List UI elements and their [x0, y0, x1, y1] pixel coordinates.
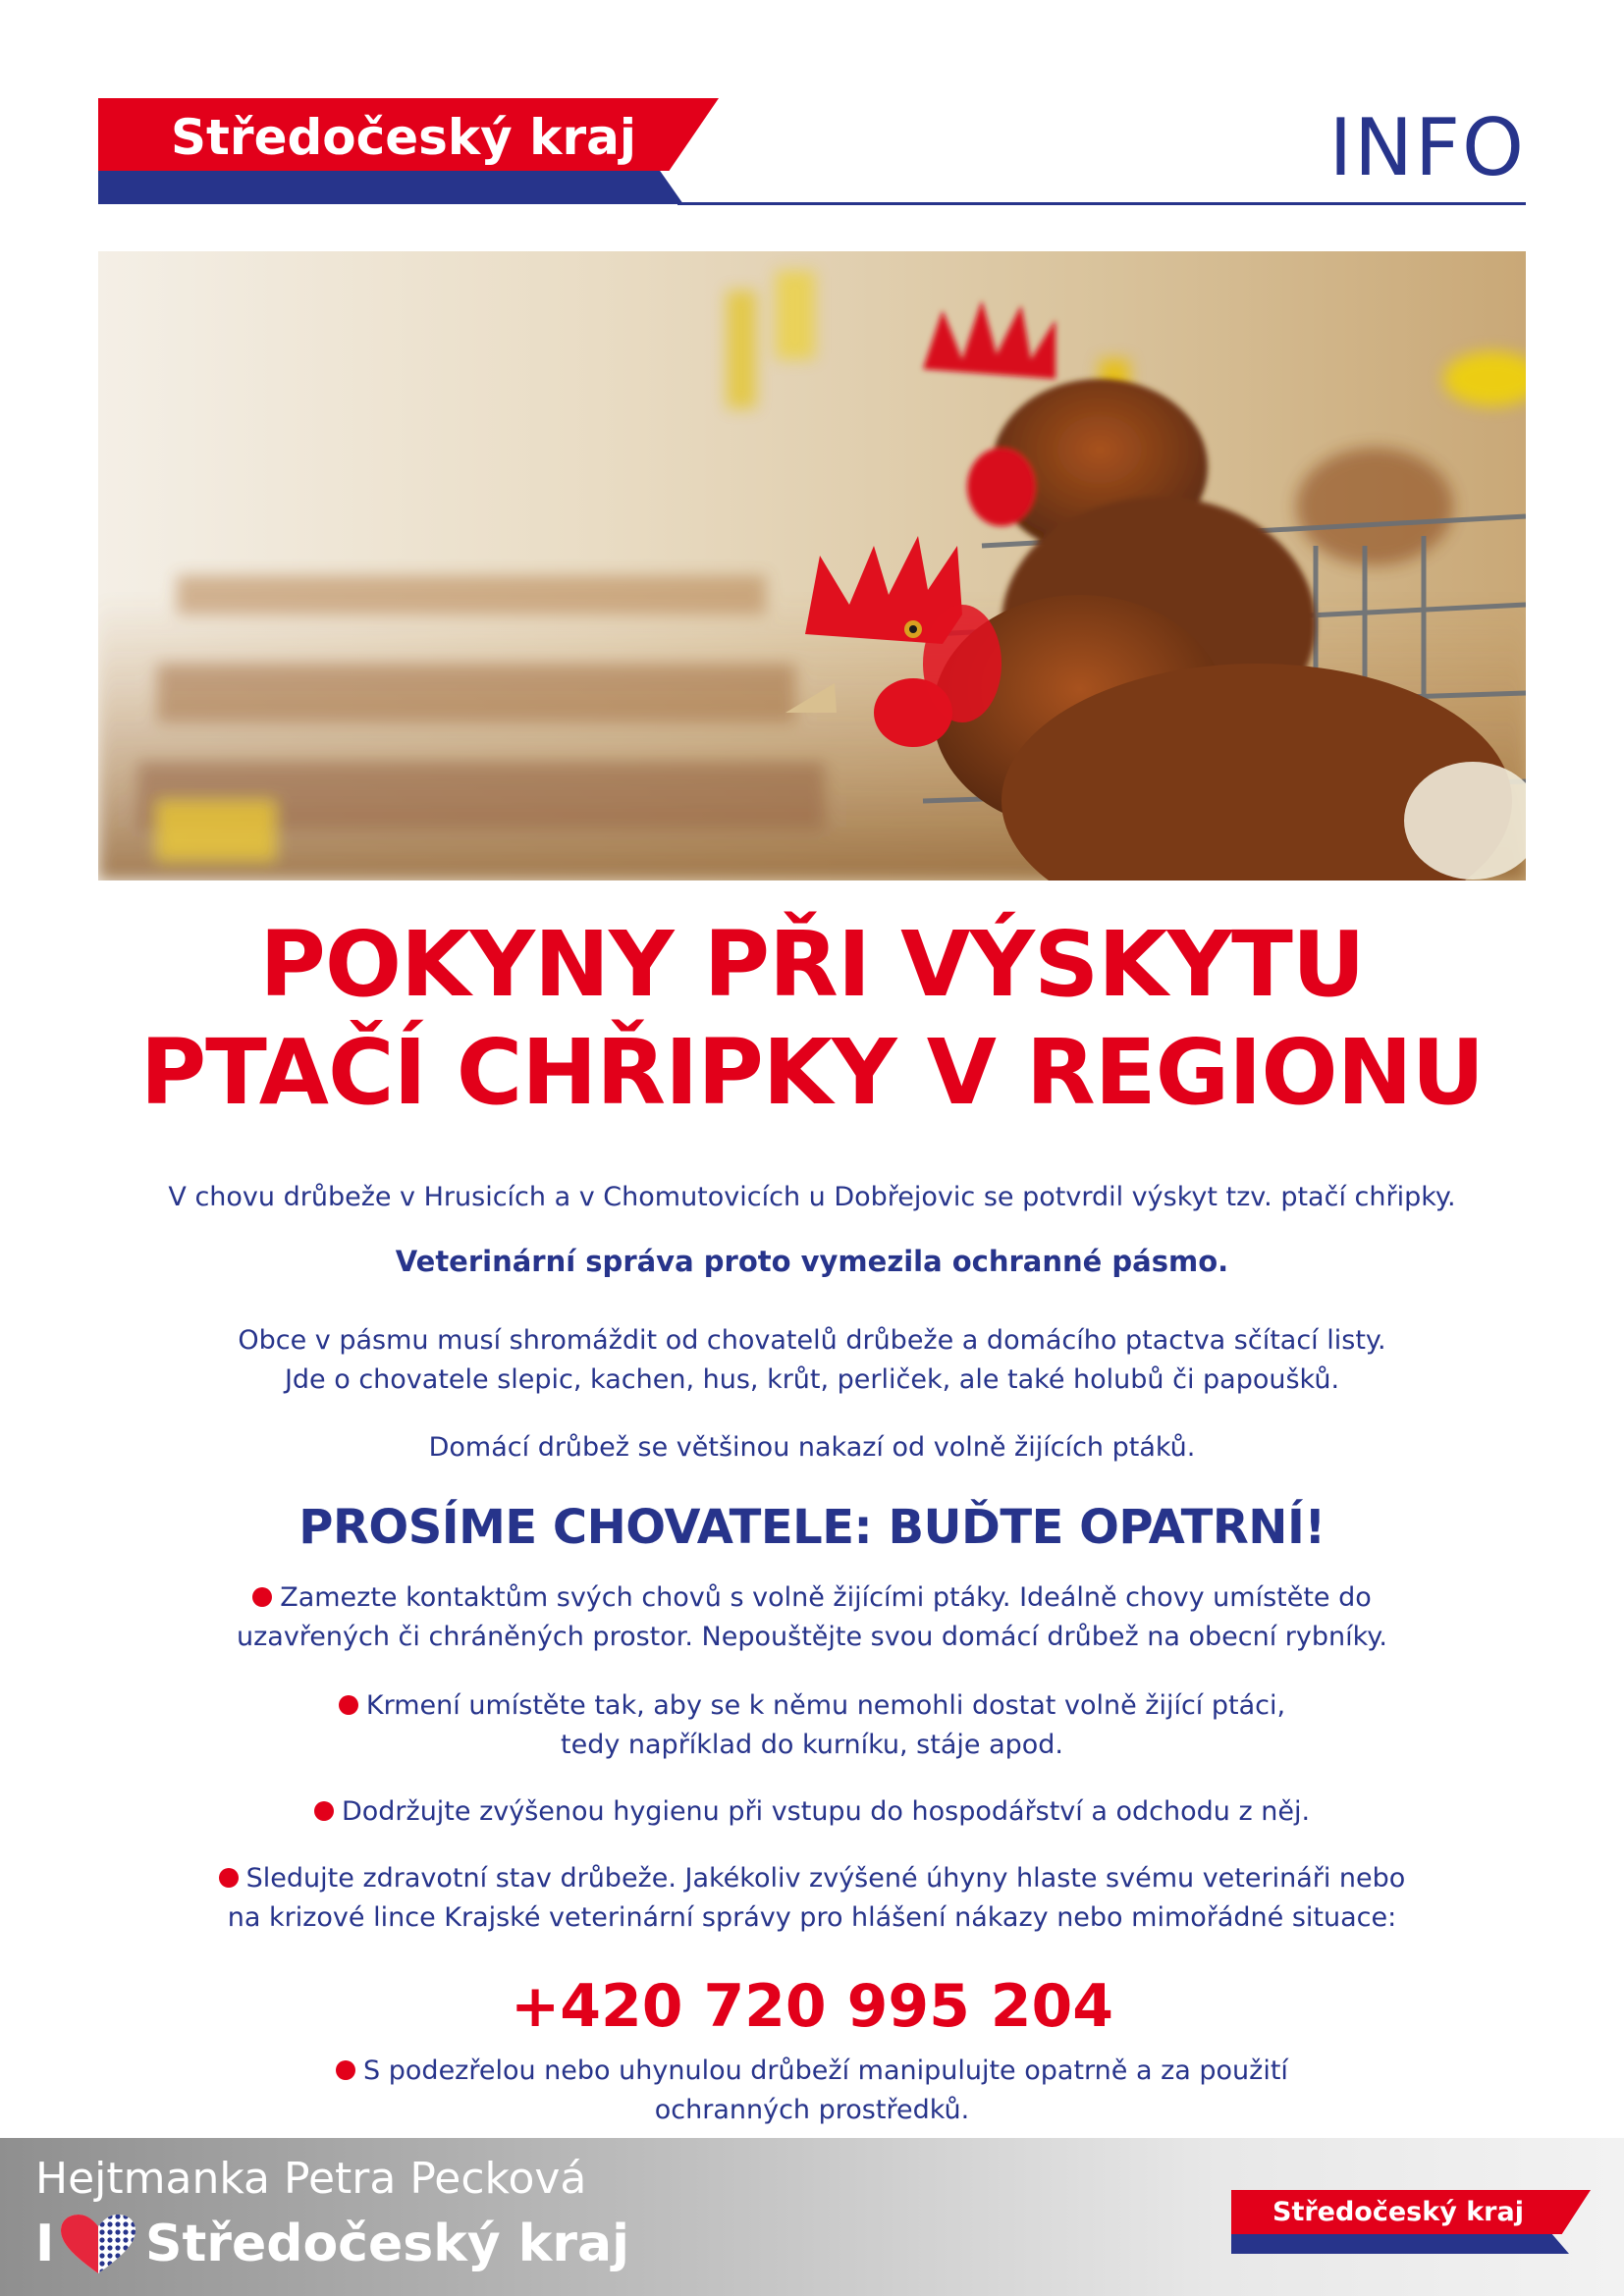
- bullet-item: [98, 1792, 1526, 1832]
- bullet-line: Zamezte kontaktům svých chovů s volně žijícími ptáky. Ideálně chovy umístěte do: [280, 1582, 1372, 1613]
- header-logo-blue-band: [98, 171, 683, 204]
- bullet-item: [98, 1859, 1526, 1938]
- bullet-item: [98, 1686, 1526, 1765]
- bullet-dot-icon: [314, 1801, 334, 1821]
- bullet-line: S podezřelou nebo uhynulou drůbeží manipulujte opatrně a za použití: [363, 2056, 1288, 2086]
- bullet-dot-icon: [339, 1695, 358, 1715]
- hotline-phone-number[interactable]: +420 720 995 204: [511, 1972, 1113, 2041]
- header-info-label: INFO: [1328, 102, 1526, 193]
- intro-paragraph-3-line-2: Jde o chovatele slepic, kachen, hus, krůt, perliček, ale také holubů či papoušků.: [284, 1364, 1340, 1395]
- bullet-dot-icon: [336, 2060, 355, 2080]
- bullet-line: ochranných prostředků.: [654, 2095, 970, 2125]
- intro-paragraph-1: V chovu drůbeže v Hrusicích a v Chomutovicích u Dobřejovic se potvrdil výskyt tzv. ptačí chřipky.: [168, 1182, 1456, 1212]
- main-title: [98, 911, 1526, 1127]
- footer-brand-name: Středočeský kraj: [145, 2215, 629, 2273]
- intro-paragraph-4: Domácí drůbež se většinou nakazí od volně žijících ptáků.: [428, 1432, 1196, 1463]
- main-title-line-2: PTAČÍ CHŘIPKY V REGIONU: [139, 1020, 1485, 1125]
- bullet-line: na krizové lince Krajské veterinární správy pro hlášení nákazy nebo mimořádné situace:: [227, 1902, 1397, 1933]
- header-rule: [677, 202, 1526, 205]
- heart-icon: [59, 2213, 137, 2277]
- bullet-item: [98, 2052, 1526, 2130]
- intro-paragraph-2: Veterinární správa proto vymezila ochranné pásmo.: [395, 1245, 1229, 1278]
- bullet-line: Dodržujte zvýšenou hygienu při vstupu do hospodářství a odchodu z něj.: [341, 1796, 1311, 1827]
- bullet-line: Krmení umístěte tak, aby se k němu nemohli dostat volně žijící ptáci,: [365, 1690, 1286, 1721]
- bullet-line: Sledujte zdravotní stav drůbeže. Jakékoliv zvýšené úhyny hlaste svému veterináři nebo: [245, 1863, 1406, 1894]
- intro-paragraph-3: [98, 1321, 1526, 1400]
- footer-governor-name: Hejtmanka Petra Pecková: [35, 2154, 587, 2204]
- bullet-line: tedy například do kurníku, stáje apod.: [561, 1730, 1063, 1760]
- bullet-line: uzavřených či chráněných prostor. Nepouštějte svou domácí drůbež na obecní rybníky.: [236, 1622, 1387, 1652]
- bullet-dot-icon: [219, 1868, 239, 1888]
- header-brand-name: Středočeský kraj: [171, 109, 636, 166]
- bullet-dot-icon: [252, 1587, 272, 1607]
- footer-i-letter: I: [35, 2215, 55, 2273]
- subheading: PROSÍME CHOVATELE: BUĎTE OPATRNÍ!: [298, 1500, 1326, 1555]
- intro-paragraph-3-line-1: Obce v pásmu musí shromáždit od chovatelů drůbeže a domácího ptactva sčítací listy.: [238, 1325, 1386, 1356]
- footer-logo-blue-band: [1231, 2234, 1569, 2254]
- footer-logo-text: Středočeský kraj: [1272, 2197, 1524, 2227]
- hens-photo: [98, 251, 1526, 881]
- main-title-line-1: POKYNY PŘI VÝSKYTU: [259, 912, 1365, 1017]
- bullet-item: [98, 1578, 1526, 1657]
